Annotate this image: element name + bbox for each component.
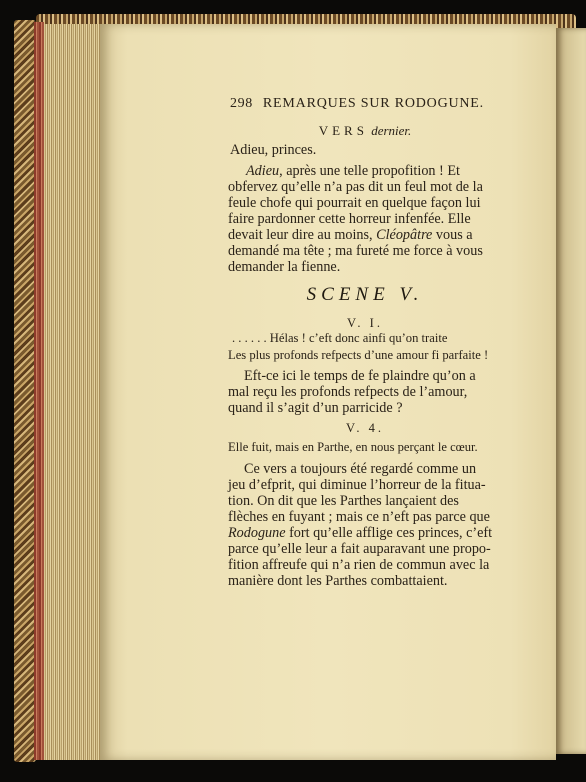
- text-run: faire pardonner cette horreur infenfée. Elle: [228, 211, 471, 227]
- page-edge-red: [34, 22, 44, 760]
- verse-reference-1: V. I.: [347, 316, 383, 330]
- commentary-line: [228, 493, 459, 510]
- commentary-line: [246, 163, 460, 180]
- text-run: manière dont les Parthes combattaient.: [228, 573, 448, 589]
- commentary-line: [228, 179, 483, 196]
- quote-line: . . . . . . Hélas ! c’eft donc ainfi qu’on traite: [232, 331, 448, 345]
- text-run: , après une telle propofition ! Et: [279, 163, 460, 179]
- facing-page-edge: [556, 28, 586, 754]
- verse-heading-word: VERS: [318, 123, 368, 138]
- marbled-binding: [14, 20, 36, 762]
- commentary-line: quand il s’agit d’un parricide ?: [228, 400, 403, 416]
- commentary-line: [228, 557, 489, 574]
- italic-text: Adieu: [246, 163, 280, 179]
- commentary-line: [228, 477, 486, 494]
- quote-line: Elle fuit, mais en Parthe, en nous perçant le cœur.: [228, 440, 478, 454]
- italic-text: Rodogune: [228, 525, 286, 541]
- commentary-line: [228, 541, 491, 558]
- text-run: demander la fienne.: [228, 259, 341, 275]
- text-run: obfervez qu’elle n’a pas dit un feul mot de la: [228, 179, 483, 195]
- running-head: [230, 96, 520, 112]
- commentary-line: [228, 573, 447, 590]
- text-run: fort qu’elle afflige ces princes, c’eft: [285, 525, 493, 541]
- italic-text: Cléopâtre: [376, 227, 433, 243]
- quote-line: Adieu, princes.: [230, 142, 317, 158]
- text-run: vous a: [432, 227, 473, 243]
- running-title: REMARQUES SUR RODOGUNE.: [262, 96, 484, 111]
- commentary-line: [228, 243, 483, 260]
- commentary-line: [228, 525, 492, 542]
- verse-reference-2: V. 4.: [345, 421, 385, 435]
- text-run: demandé ma tête ; ma fureté me force à vous: [228, 243, 483, 259]
- verse-heading: [230, 123, 500, 139]
- quote-line: Les plus profonds refpects d’une amour fi parfaite !: [228, 348, 489, 362]
- commentary-line: [228, 509, 490, 526]
- commentary-line: [228, 211, 471, 228]
- commentary-line: [228, 227, 473, 244]
- scene-title: SCENE V.: [306, 284, 424, 305]
- text-run: devait leur dire au moins,: [228, 227, 377, 243]
- text-run: flèches en fuyant ; mais ce n’eft pas parce que: [228, 509, 490, 525]
- commentary-line: [244, 461, 476, 478]
- page-leaves-stack: [44, 24, 102, 760]
- text-run: parce qu’elle leur a fait auparavant une propo-: [228, 541, 491, 557]
- text-run: feule chofe qui pourrait en quelque façon lui: [228, 195, 481, 211]
- text-run: fition affreufe qui n’a rien de commun avec la: [228, 557, 490, 573]
- text-run: tion. On dit que les Parthes lançaient des: [228, 493, 459, 509]
- commentary-line: mal reçu les profonds refpects de l’amour,: [228, 384, 468, 400]
- commentary-line: [228, 195, 481, 212]
- text-run: jeu d’efprit, qui diminue l’horreur de la fitua-: [228, 477, 486, 493]
- page-number: 298: [230, 96, 253, 111]
- text-run: Ce vers a toujours été regardé comme un: [244, 461, 477, 477]
- commentary-line: [228, 259, 340, 276]
- commentary-line: Eft-ce ici le temps de fe plaindre qu’on a: [244, 368, 476, 384]
- verse-heading-italic: dernier.: [371, 123, 412, 138]
